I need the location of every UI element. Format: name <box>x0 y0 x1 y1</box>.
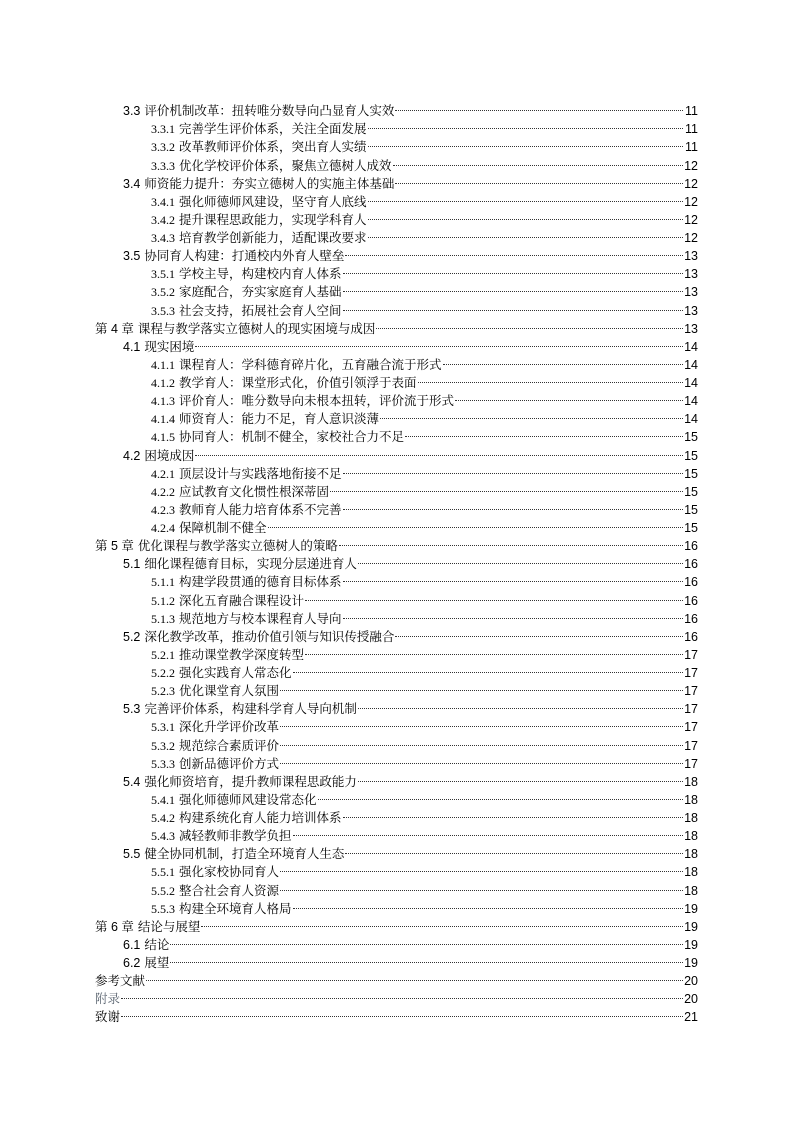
toc-entry-number: 4.2 <box>123 448 141 463</box>
toc-entry-title: 完善学生评价体系，关注全面发展 <box>179 121 367 137</box>
toc-entry-title: 构建学段贯通的德育目标体系 <box>179 574 342 590</box>
toc-entry-title: 展望 <box>144 955 170 970</box>
dot-leader <box>146 967 683 985</box>
toc-entry-number: 5.2 <box>123 629 141 644</box>
toc-entry-title: 师资能力提升：夯实立德树人的实施主体基础 <box>144 175 395 191</box>
toc-entry-page-number: 19 <box>684 937 698 952</box>
toc-entry-title: 优化学校评价体系，聚焦立德树人成效 <box>179 157 392 173</box>
dot-leader <box>343 260 683 278</box>
toc-entry-number: 4.2.2 <box>151 484 175 499</box>
toc-entry-page-number: 15 <box>684 466 698 481</box>
toc-entry-number: 3.4.2 <box>151 212 175 227</box>
toc-entry-number: 5.1.2 <box>151 593 175 608</box>
toc-entry-page-number: 14 <box>684 357 698 372</box>
toc-entry-title: 评价育人：唯分数导向未根本扭转，评价流于形式 <box>179 393 455 409</box>
dot-leader <box>393 151 683 169</box>
toc-entry-number: 3.3.2 <box>151 140 175 155</box>
toc-entry-number: 3.5.2 <box>151 285 175 300</box>
toc-entry-number: 4.1.3 <box>151 394 175 409</box>
toc-entry-page-number: 11 <box>685 104 698 119</box>
toc-entry-title: 评价机制改革：扭转唯分数导向凸显育人实效 <box>144 103 395 119</box>
dot-leader <box>443 351 683 369</box>
toc-entry-title: 推动课堂教学深度转型 <box>179 646 305 662</box>
toc-entry-page-number: 20 <box>684 992 698 1007</box>
toc-entry[interactable] <box>95 97 698 119</box>
toc-entry-number: 3.3.3 <box>151 158 175 173</box>
toc-entry-number: 5.1 <box>123 557 141 572</box>
toc-entry-title: 师资育人：能力不足，育人意识淡薄 <box>179 411 380 427</box>
toc-entry-number: 第 4 章 <box>95 321 134 336</box>
toc-entry-title: 规范综合素质评价 <box>179 737 280 753</box>
toc-entry-title: 教学育人：课堂形式化，价值引领浮于表面 <box>179 375 417 390</box>
dot-leader <box>358 768 683 786</box>
dot-leader <box>339 532 683 550</box>
dot-leader <box>358 695 683 713</box>
toc-entry-number: 5.1.1 <box>151 575 175 590</box>
toc-entry-number: 5.4.1 <box>151 792 175 807</box>
dot-leader <box>330 478 683 496</box>
toc-entry-title: 结论 <box>144 936 170 952</box>
toc-entry-page-number: 19 <box>684 956 698 970</box>
toc-entry-title: 深化五育融合课程设计 <box>179 592 305 608</box>
toc-entry-title: 现实困境 <box>144 338 195 354</box>
toc-entry[interactable] <box>95 967 698 989</box>
dot-leader <box>280 858 683 876</box>
toc-entry-number: 5.3 <box>123 702 141 717</box>
toc-entry-number: 第 5 章 <box>95 539 134 554</box>
toc-entry-number: 3.3 <box>123 104 141 119</box>
toc-entry-title: 完善评价体系，构建科学育人导向机制 <box>144 701 357 717</box>
toc-entry-number: 6.1 <box>123 937 141 952</box>
toc-entry-page-number: 16 <box>684 629 698 644</box>
dot-leader <box>170 949 683 967</box>
dot-leader <box>345 242 683 260</box>
toc-entry-page-number: 18 <box>684 847 698 862</box>
dot-leader <box>343 496 683 514</box>
dot-leader <box>358 550 683 568</box>
dot-leader <box>368 206 683 224</box>
toc-entry-title: 健全协同机制，打造全环境育人生态 <box>144 846 345 862</box>
toc-entry-title: 深化教学改革，推动价值引领与知识传授融合 <box>144 628 395 644</box>
dot-leader <box>368 115 683 133</box>
toc-entry-title: 课程与教学落实立德树人的现实困境与成因 <box>137 320 376 336</box>
toc-entry-number: 5.3.1 <box>151 720 175 735</box>
dot-leader <box>343 568 683 586</box>
toc-entry-number: 3.4.3 <box>151 231 175 245</box>
dot-leader <box>345 840 683 858</box>
toc-entry-number: 4.1.5 <box>151 430 175 445</box>
toc-entry-number: 5.4.2 <box>151 811 175 825</box>
toc-entry-page-number: 18 <box>684 774 698 789</box>
toc-entry-page-number: 17 <box>684 720 698 735</box>
toc-entry-page-number: 15 <box>684 448 698 463</box>
toc-entry-number: 5.5.1 <box>151 865 175 880</box>
toc-entry-page-number: 18 <box>684 883 698 898</box>
toc-entry-page-number: 16 <box>684 611 698 626</box>
toc-entry-title: 家庭配合，夯实家庭育人基础 <box>179 284 342 300</box>
toc-entry-number: 4.1.4 <box>151 412 175 427</box>
toc-entry[interactable] <box>95 1003 698 1025</box>
toc-entry-title: 困境成因 <box>144 447 195 463</box>
toc-entry-number: 3.5 <box>123 249 141 264</box>
toc-entry[interactable] <box>95 931 698 952</box>
toc-entry-number: 4.2.4 <box>151 521 175 535</box>
toc-entry-page-number: 18 <box>684 829 698 844</box>
toc-entry-number: 4.1 <box>123 339 141 354</box>
toc-entry-page-number: 13 <box>684 267 698 282</box>
toc-entry-title: 创新品德评价方式 <box>179 755 280 771</box>
toc-entry-page-number: 19 <box>684 901 698 916</box>
toc-entry-title: 构建全环境育人格局 <box>179 900 292 916</box>
toc-entry-title: 改革教师评价体系，突出育人实绩 <box>179 139 367 155</box>
toc-entry-page-number: 12 <box>684 158 698 173</box>
dot-leader <box>343 605 683 623</box>
dot-leader <box>343 296 683 314</box>
toc-entry-title: 课程育人：学科德育碎片化，五育融合流于形式 <box>179 356 442 372</box>
table-of-contents <box>95 97 698 1025</box>
toc-entry-number: 第 6 章 <box>95 919 134 934</box>
dot-leader <box>368 224 683 242</box>
toc-entry-number: 5.5 <box>123 847 141 862</box>
dot-leader <box>455 387 683 405</box>
toc-entry-page-number: 16 <box>684 593 698 608</box>
toc-entry-title: 减轻教师非教学负担 <box>179 828 292 844</box>
toc-entry-page-number: 13 <box>684 321 698 336</box>
toc-entry-number: 5.2.1 <box>151 647 175 662</box>
toc-entry-number: 5.1.3 <box>151 611 175 626</box>
dot-leader <box>280 876 683 894</box>
toc-entry-page-number: 16 <box>684 539 698 554</box>
toc-entry-page-number: 14 <box>684 412 698 427</box>
toc-entry-title: 提升课程思政能力，实现学科育人 <box>179 211 367 227</box>
toc-entry-page-number: 17 <box>684 738 698 753</box>
dot-leader <box>395 97 683 115</box>
toc-entry-page-number: 17 <box>684 756 698 771</box>
toc-entry-title: 强化师德师风建设常态化 <box>179 791 317 807</box>
dot-leader <box>280 713 683 731</box>
toc-entry-page-number: 21 <box>684 1010 698 1025</box>
toc-entry-number: 5.5.2 <box>151 883 175 898</box>
toc-entry-title: 构建系统化育人能力培训体系 <box>179 810 342 825</box>
toc-entry-number: 3.5.1 <box>151 267 175 282</box>
toc-entry-title: 强化实践育人常态化 <box>179 665 292 680</box>
dot-leader <box>201 913 683 931</box>
toc-entry-title: 强化家校协同育人 <box>179 864 280 880</box>
toc-entry-number: 5.4.3 <box>151 829 175 844</box>
toc-entry-title: 协同育人构建：打通校内外育人壁垒 <box>144 248 345 264</box>
toc-entry-page-number: 16 <box>684 557 698 572</box>
toc-entry-number: 5.2.3 <box>151 684 175 699</box>
toc-entry-title: 附录 <box>95 991 121 1007</box>
toc-entry-number: 3.4 <box>123 176 141 191</box>
dot-leader <box>305 586 683 604</box>
dot-leader <box>343 460 683 478</box>
dot-leader <box>293 822 683 840</box>
toc-entry-number: 3.5.3 <box>151 303 175 318</box>
toc-entry-page-number: 18 <box>684 811 698 825</box>
toc-entry[interactable] <box>95 949 698 970</box>
toc-entry-title: 社会支持，拓展社会育人空间 <box>179 302 342 318</box>
toc-entry-title: 整合社会育人资源 <box>179 882 280 898</box>
dot-leader <box>418 369 683 387</box>
dot-leader <box>170 931 683 949</box>
toc-entry-page-number: 16 <box>684 575 698 590</box>
toc-entry-title: 强化师德师风建设，坚守育人底线 <box>179 193 367 209</box>
dot-leader <box>395 170 683 188</box>
dot-leader <box>305 641 683 659</box>
dot-leader <box>280 731 683 749</box>
toc-entry-title: 深化升学评价改革 <box>179 719 280 735</box>
toc-entry-title: 学校主导，构建校内育人体系 <box>179 266 342 282</box>
toc-entry-number: 4.2.1 <box>151 466 175 481</box>
toc-entry-number: 5.4 <box>123 774 141 789</box>
toc-entry-title: 优化课程与教学落实立德树人的策略 <box>137 538 338 554</box>
toc-entry-page-number: 15 <box>684 521 698 535</box>
dot-leader <box>368 133 683 151</box>
toc-entry-title: 规范地方与校本课程育人导向 <box>179 610 342 626</box>
toc-entry-title: 结论与展望 <box>137 918 201 934</box>
toc-entry-page-number: 15 <box>684 484 698 499</box>
toc-entry-title: 参考文献 <box>95 973 146 989</box>
toc-entry-number: 6.2 <box>123 956 141 970</box>
toc-entry-page-number: 13 <box>684 303 698 318</box>
dot-leader <box>280 677 683 695</box>
dot-leader <box>343 278 683 296</box>
toc-entry-page-number: 12 <box>684 194 698 209</box>
dot-leader <box>376 315 683 333</box>
toc-entry-title: 强化师资培育，提升教师课程思政能力 <box>144 773 357 789</box>
toc-entry-number: 3.3.1 <box>151 122 175 137</box>
toc-entry-title: 顶层设计与实践落地衔接不足 <box>179 465 342 481</box>
toc-entry-page-number: 17 <box>684 666 698 680</box>
dot-leader <box>368 188 683 206</box>
toc-entry-page-number: 17 <box>684 702 698 717</box>
dot-leader <box>195 441 683 459</box>
toc-entry-page-number: 14 <box>684 394 698 409</box>
toc-entry-page-number: 12 <box>684 176 698 191</box>
toc-entry-number: 4.1.2 <box>151 376 175 390</box>
toc-entry-title: 协同育人：机制不健全，家校社合力不足 <box>179 429 405 445</box>
toc-entry-title: 培育教学创新能力，适配课改要求 <box>179 230 367 245</box>
toc-entry-page-number: 15 <box>684 502 698 517</box>
toc-entry-title: 应试教育文化惯性根深蒂固 <box>179 483 330 499</box>
toc-entry-title: 致谢 <box>95 1009 121 1025</box>
dot-leader <box>268 514 683 532</box>
toc-entry-page-number: 18 <box>684 792 698 807</box>
dot-leader <box>293 895 683 913</box>
toc-entry-page-number: 20 <box>684 974 698 989</box>
dot-leader <box>280 750 683 768</box>
toc-entry-page-number: 11 <box>685 122 698 137</box>
toc-entry-number: 4.2.3 <box>151 502 175 517</box>
toc-entry-page-number: 12 <box>684 231 698 245</box>
toc-entry-page-number: 14 <box>684 339 698 354</box>
toc-entry-page-number: 19 <box>684 919 698 934</box>
toc-entry-page-number: 13 <box>684 285 698 300</box>
dot-leader <box>395 623 683 641</box>
dot-leader <box>195 333 683 351</box>
toc-entry-page-number: 15 <box>684 430 698 445</box>
toc-entry-number: 3.4.1 <box>151 194 175 209</box>
toc-entry-title: 教师育人能力培育体系不完善 <box>179 501 342 517</box>
toc-entry-page-number: 17 <box>684 647 698 662</box>
toc-entry-number: 5.3.3 <box>151 756 175 771</box>
toc-entry-title: 细化课程德育目标，实现分层递进育人 <box>144 556 357 572</box>
toc-entry-page-number: 14 <box>684 376 698 390</box>
dot-leader <box>293 659 683 677</box>
dot-leader <box>121 1003 683 1021</box>
toc-entry-page-number: 18 <box>684 865 698 880</box>
toc-entry-title: 保障机制不健全 <box>179 520 267 535</box>
dot-leader <box>380 405 683 423</box>
toc-entry[interactable] <box>95 985 698 1007</box>
toc-entry-number: 4.1.1 <box>151 357 175 372</box>
dot-leader <box>318 786 683 804</box>
toc-entry-number: 5.2.2 <box>151 666 175 680</box>
toc-entry-page-number: 11 <box>685 140 698 155</box>
toc-entry-number: 5.5.3 <box>151 901 175 916</box>
toc-entry-page-number: 12 <box>684 212 698 227</box>
dot-leader <box>405 423 683 441</box>
dot-leader <box>343 804 683 822</box>
toc-entry-page-number: 13 <box>684 249 698 264</box>
toc-entry-number: 5.3.2 <box>151 738 175 753</box>
toc-entry-title: 优化课堂育人氛围 <box>179 683 280 699</box>
toc-entry-page-number: 17 <box>684 684 698 699</box>
dot-leader <box>121 985 683 1003</box>
